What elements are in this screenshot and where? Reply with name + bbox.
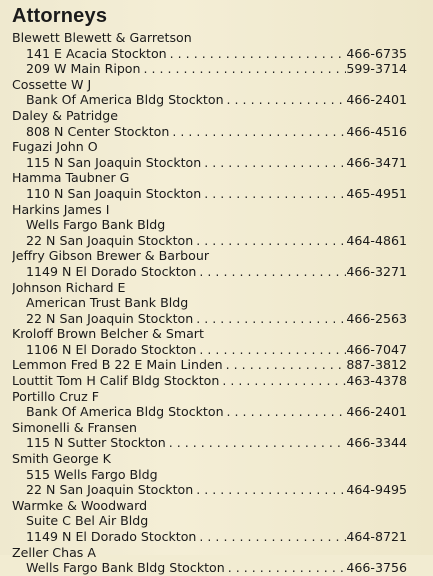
listing-line — [12, 467, 407, 483]
listing-line — [12, 217, 407, 233]
listing-line — [12, 295, 407, 311]
dot-leader — [219, 373, 346, 389]
listing-phone: 466-3756 — [346, 560, 407, 576]
listing-address: 808 N Center Stockton — [26, 123, 170, 139]
listing-line — [12, 92, 407, 108]
listing-line — [12, 46, 407, 62]
listing-name: Warmke & Woodward — [12, 497, 148, 513]
listing-address: 22 N San Joaquin Stockton — [26, 232, 194, 248]
listing-line — [12, 545, 407, 561]
dot-leader — [224, 92, 347, 108]
listing-name: Blewett Blewett & Garretson — [12, 30, 192, 45]
listing-address: 141 E Acacia Stockton — [26, 45, 167, 61]
listing-name: Hamma Taubner G — [12, 170, 130, 186]
dot-leader — [201, 155, 346, 171]
dot-leader — [193, 233, 346, 249]
listing-address: 115 N Sutter Stockton — [26, 435, 166, 451]
dot-leader — [196, 264, 346, 280]
listing-line — [12, 435, 407, 451]
listing-phone: 464-9495 — [346, 482, 407, 498]
dot-leader — [169, 124, 346, 140]
dot-leader — [193, 311, 346, 327]
listing-phone: 466-3471 — [346, 154, 407, 170]
listing-line — [12, 404, 407, 420]
listing-phone: 466-6735 — [346, 45, 407, 61]
listing-line — [12, 529, 407, 545]
listing-name: Simonelli & Fransen — [12, 419, 138, 435]
listing-line — [12, 108, 407, 124]
listing-address: 115 N San Joaquin Stockton — [26, 154, 202, 170]
listing-address: American Trust Bank Bldg — [26, 295, 189, 311]
listing-address: 515 Wells Fargo Bldg — [26, 466, 158, 482]
listing-phone: 599-3714 — [346, 61, 407, 77]
dot-leader — [141, 61, 347, 77]
listing-address: 110 N San Joaquin Stockton — [26, 185, 202, 201]
listing-address: Suite C Bel Air Bldg — [26, 513, 149, 529]
dot-leader — [201, 186, 346, 202]
listing-line — [12, 560, 407, 576]
listing-line — [12, 61, 407, 77]
listing-line — [12, 264, 407, 280]
listing-line — [12, 513, 407, 529]
listing-address: Bank Of America Bldg Stockton — [26, 404, 224, 420]
listing-phone: 463-4378 — [346, 373, 407, 389]
listing-line — [12, 482, 407, 498]
listing-phone: 465-4951 — [346, 185, 407, 201]
listing-line — [12, 186, 407, 202]
dot-leader — [196, 529, 346, 545]
dot-leader — [167, 46, 347, 62]
listing-address: Wells Fargo Bank Bldg Stockton — [26, 560, 225, 576]
listing-line — [12, 280, 407, 296]
listing-name: Louttit Tom H Calif Bldg Stockton — [12, 373, 220, 389]
listing-line — [12, 155, 407, 171]
dot-leader — [193, 482, 346, 498]
listing-address: 1149 N El Dorado Stockton — [26, 263, 197, 279]
listing-phone: 887-3812 — [346, 357, 407, 373]
listing-name: Jeffry Gibson Brewer & Barbour — [12, 248, 210, 264]
listing-line — [12, 373, 407, 389]
listing-line — [12, 498, 407, 514]
listing-line — [12, 357, 407, 373]
listing-line — [12, 326, 407, 342]
listing-line — [12, 139, 407, 155]
listing-phone: 466-3344 — [346, 435, 407, 451]
listing-line — [12, 311, 407, 327]
listing-line — [12, 170, 407, 186]
listing-name: Fugazi John O — [12, 139, 98, 155]
listing-line — [12, 77, 407, 93]
listing-address: 22 N San Joaquin Stockton — [26, 482, 194, 498]
listing-line — [12, 233, 407, 249]
listing-phone: 466-4516 — [346, 123, 407, 139]
listing-phone: 466-7047 — [346, 341, 407, 357]
listing-phone: 466-2401 — [346, 404, 407, 420]
dot-leader — [224, 404, 347, 420]
listing-phone: 466-2401 — [346, 92, 407, 108]
listing-line — [12, 389, 407, 405]
listing-name: Portillo Cruz F — [12, 388, 99, 404]
listing-name: Kroloff Brown Belcher & Smart — [12, 326, 204, 342]
listing-address: 22 N San Joaquin Stockton — [26, 310, 194, 326]
listing-line — [12, 124, 407, 140]
listing-address: 209 W Main Ripon — [26, 61, 141, 77]
listing-name: Daley & Patridge — [12, 107, 119, 123]
listing-address: Bank Of America Bldg Stockton — [26, 92, 224, 108]
dot-leader — [196, 342, 346, 358]
listing-name: Zeller Chas A — [12, 544, 96, 560]
listing-line — [12, 342, 407, 358]
attorney-listing — [12, 30, 407, 576]
listing-line — [12, 30, 407, 46]
listing-name: Harkins James I — [12, 201, 110, 217]
listing-address: 1149 N El Dorado Stockton — [26, 529, 197, 544]
listing-line — [12, 420, 407, 436]
listing-line — [12, 451, 407, 467]
listing-name: Cossette W J — [12, 76, 92, 92]
listing-line — [12, 202, 407, 218]
listing-phone: 466-2563 — [346, 310, 407, 326]
listing-name: Johnson Richard E — [12, 279, 126, 295]
listing-address: 1106 N El Dorado Stockton — [26, 341, 197, 357]
listing-phone: 464-8721 — [346, 529, 407, 544]
listing-phone: 466-3271 — [346, 263, 407, 279]
listing-name: Lemmon Fred B 22 E Main Linden — [12, 357, 223, 373]
section-heading: Attorneys — [12, 5, 108, 27]
dot-leader — [225, 560, 347, 576]
listing-name: Smith George K — [12, 451, 111, 467]
listing-address: Wells Fargo Bank Bldg — [26, 217, 166, 233]
dot-leader — [166, 435, 347, 451]
listing-phone: 464-4861 — [346, 232, 407, 248]
dot-leader — [223, 357, 347, 373]
listing-line — [12, 248, 407, 264]
